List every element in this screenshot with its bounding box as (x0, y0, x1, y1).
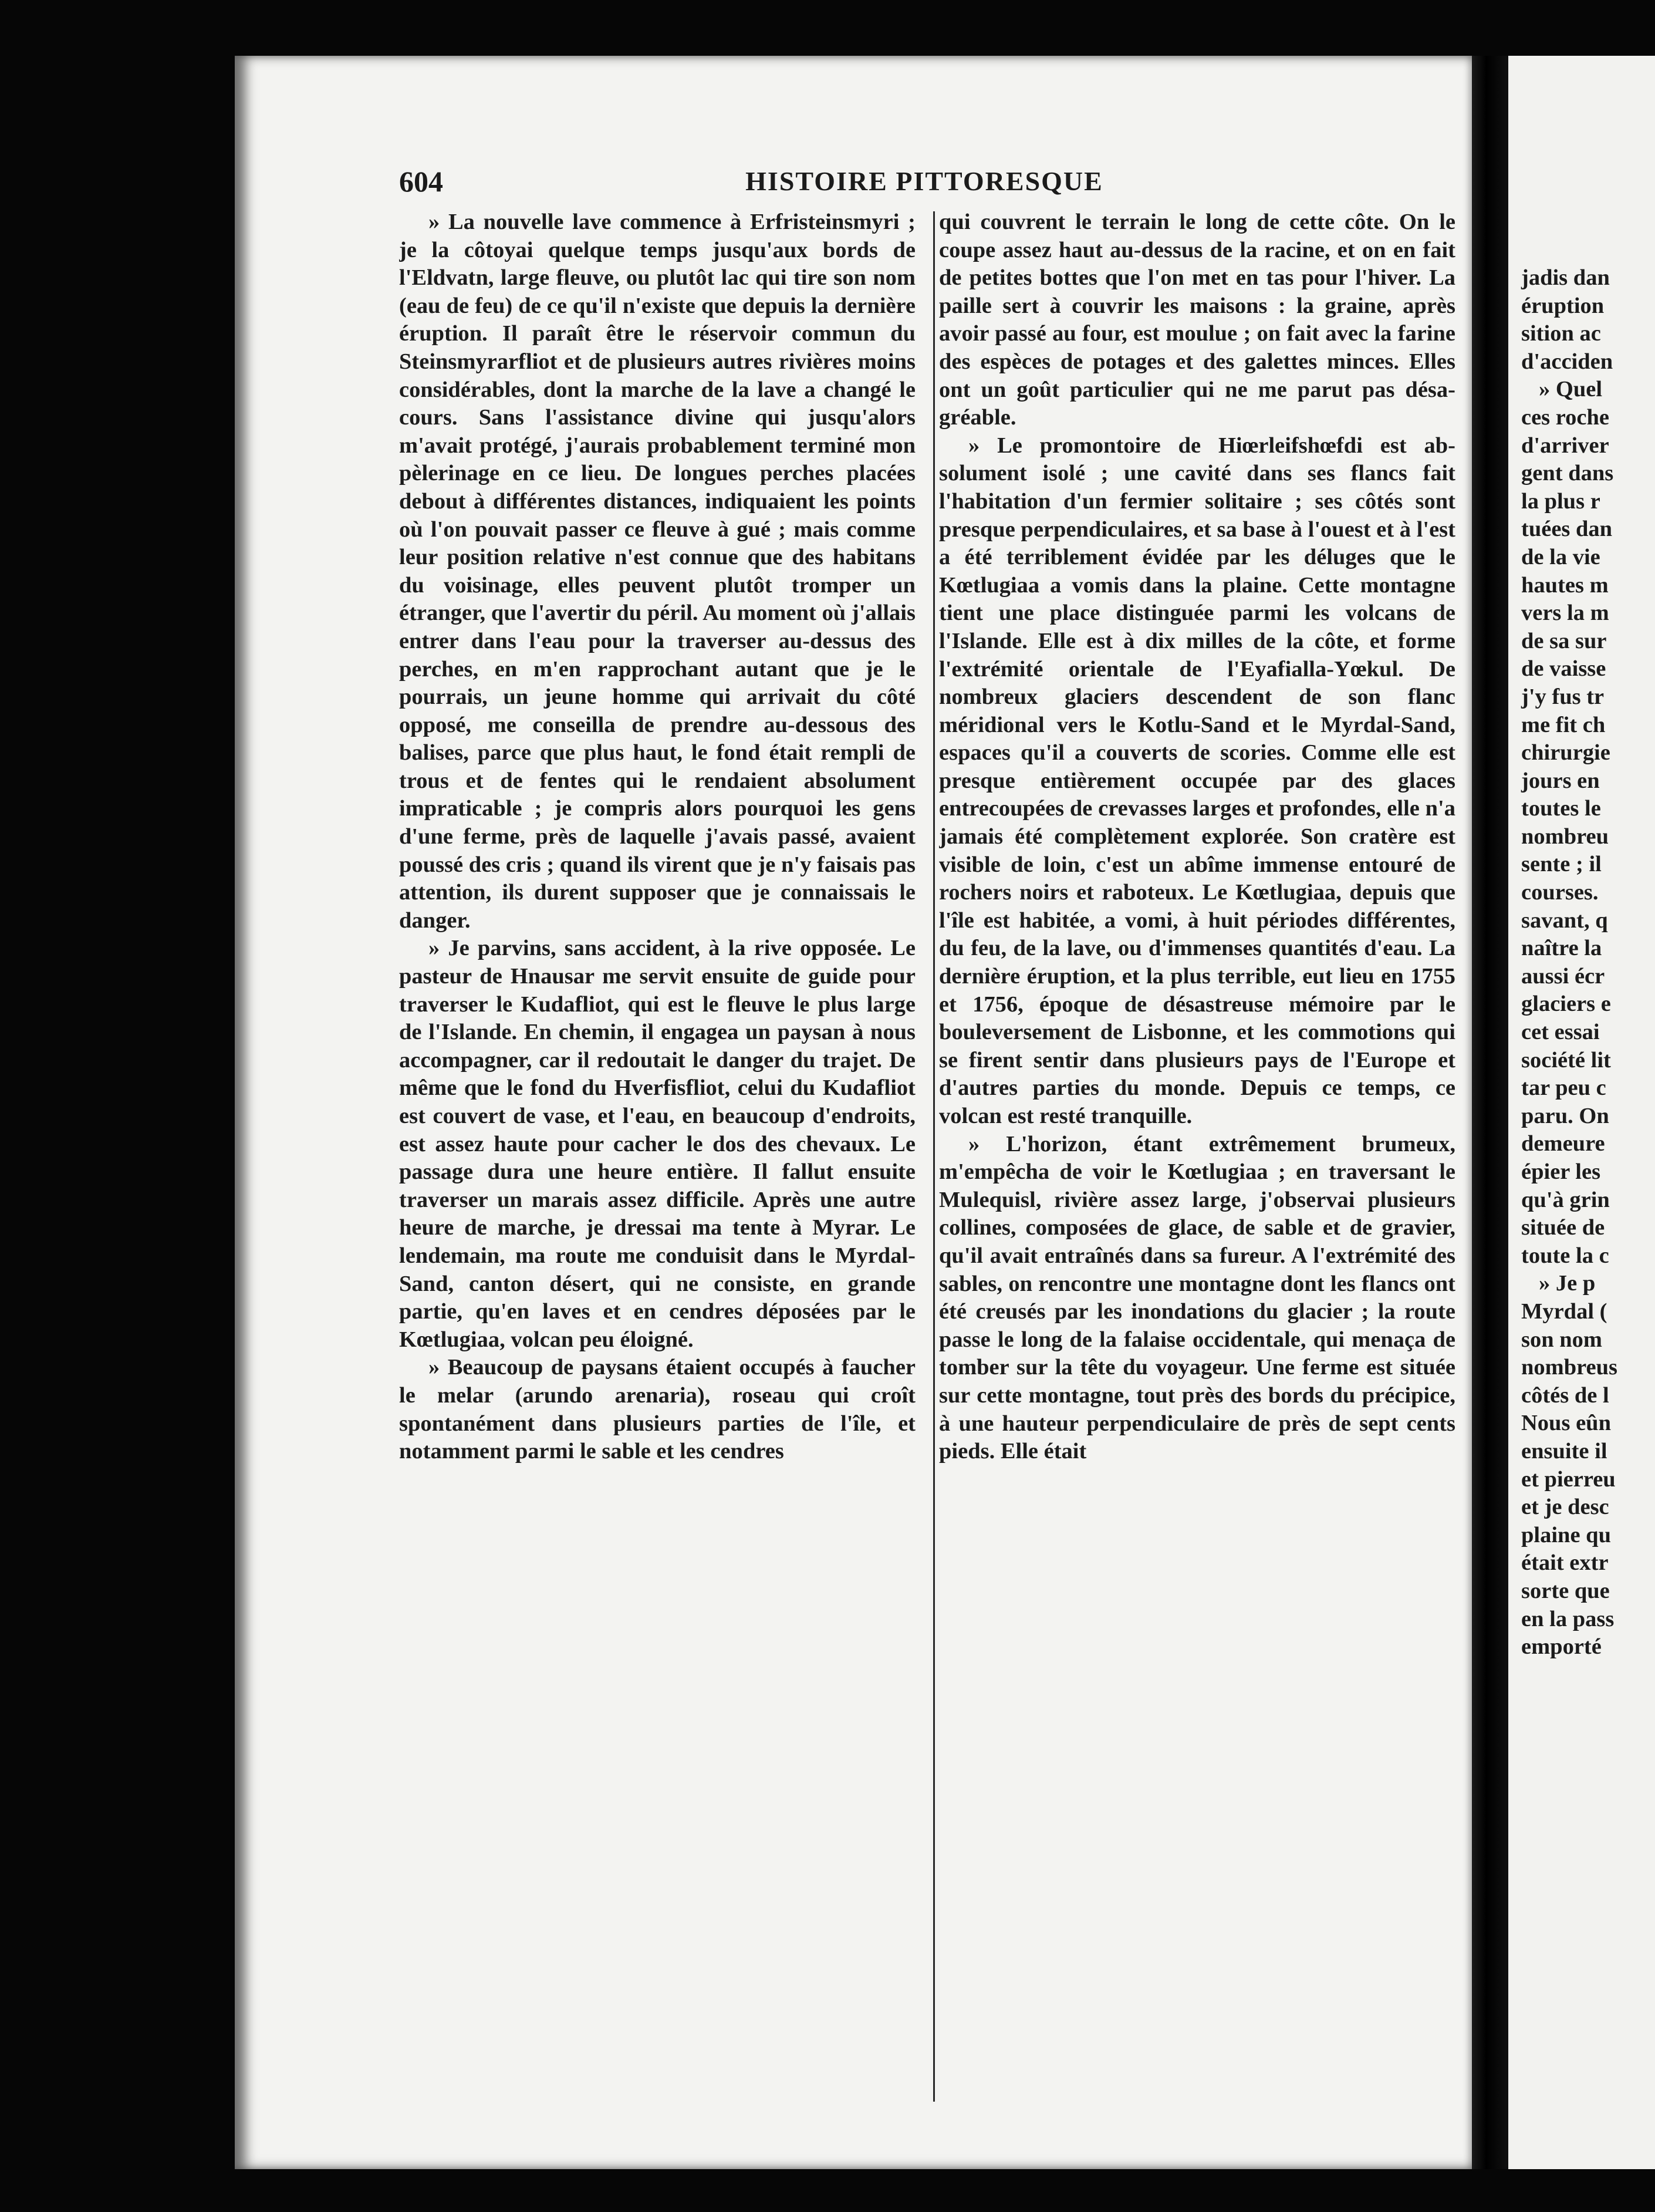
facing-page-line: plaine qu (1521, 1522, 1612, 1547)
facing-page-line: d'arriver (1521, 433, 1609, 458)
facing-page-line: sorte que (1521, 1578, 1610, 1603)
book-gutter (1472, 56, 1508, 2169)
facing-page-line: de sa sur (1521, 628, 1607, 653)
facing-page-line: aussi écr (1521, 963, 1605, 989)
facing-page-line: me fit ch (1521, 712, 1606, 737)
facing-page-line: sente ; il (1521, 852, 1602, 877)
facing-page-line: société lit (1521, 1047, 1611, 1073)
facing-page-line: la plus r (1521, 488, 1600, 514)
paragraph: » Le promontoire de Hiœrleifshœfdi est absolument isolé ; une cavité dans ses flancs fait l'habitation d'un fermier solitaire ; ses côtés sont presque perpendiculaires, et sa base à l'ouest et à l'est a été terriblement évidée par les déluges que le Kœtlugiaa a vomis dans la plaine. Cette montagne tient une place distinguée parmi les volcans de l'Islande. Elle est à dix milles de la côte, et forme l'extrémité orientale de l'Eyafialla-Yœkul. De nombreux glaciers descendent de son flanc méridional vers le Kotlu-Sand et le Myrdal-Sand, espaces qu'il a couverts de scories. Comme elle est presque entièrement occupée par des glaces entrecoupées de crevasses larges et profondes, elle n'a jamais été complètement explorée. Son cratère est visible de loin, c'est un abîme immense entouré de rochers noirs et raboteux. Le Kœtlugiaa, depuis que l'île est habitée, a vomi, à huit périodes différentes, du feu, de la lave, ou d'immenses quantités d'eau. La dernière éruption, et la plus terrible, eut lieu en 1755 et 1756, époque de désastreuse mémoire par le bouleversement de Lisbonne, et les commotions qui se firent sentir dans plusieurs pays de l'Europe et d'autres parties du monde. Depuis ce temps, ce volcan est resté tranquille. (939, 433, 1455, 1128)
facing-page-line: gent dans (1521, 461, 1614, 486)
paragraph: qui couvrent le terrain le long de cette côte. On le coupe assez haut au-dessus de la racine, et on en fait de petites bottes que l'on met en tas pour l'hiver. La paille sert à couvrir les maisons : la graine, après avoir passé au four, est moulue ; on fait avec la farine des espèces de potages et des galettes minces. Elles ont un goût particulier qui ne me parut pas désagréable. (939, 210, 1455, 430)
facing-page-line: d'acciden (1521, 349, 1613, 374)
page-number: 604 (399, 165, 443, 198)
facing-page-line: courses. (1521, 880, 1599, 905)
facing-page-line: nombreu (1521, 824, 1609, 849)
facing-page-line: savant, q (1521, 908, 1608, 933)
facing-page-line: éruption (1521, 293, 1605, 318)
facing-page-line: son nom (1521, 1327, 1603, 1352)
facing-page-line: située de (1521, 1215, 1605, 1240)
facing-page-line: toute la c (1521, 1243, 1609, 1268)
facing-page-line: Myrdal ( (1521, 1299, 1607, 1324)
facing-page-line: toutes le (1521, 796, 1601, 821)
column-rule (933, 211, 935, 2102)
facing-page-line: » Quel (1539, 377, 1603, 402)
facing-page-line: de vaisse (1521, 656, 1606, 682)
facing-page-line: et pierreu (1521, 1466, 1616, 1492)
facing-page-line: jadis dan (1521, 265, 1610, 290)
paragraph: » La nouvelle lave commence à Erfristeinsmyri ; je la côtoyai quelque temps jusqu'aux bords de l'Eldvatn, large fleuve, ou plutôt lac qui tire son nom (eau de feu) de ce qu'il n'existe que depuis la dernière éruption. Il paraît être le réservoir commun du Steinsmyrarfliot et de plusieurs autres rivières moins considérables, dont la marche de la lave a changé le cours. Sans l'assistance divine qui jusqu'alors m'avait protégé, j'aurais probablement terminé mon pèlerinage en ce lieu. De longues perches placées debout à différentes distances, indiquaient les points où l'on pouvait passer ce fleuve à gué ; mais comme leur position relative n'est connue que des habitans du voisinage, elles peuvent plutôt tromper un étranger, que l'avertir du péril. Au moment où j'allais entrer dans l'eau pour la traverser au-dessus des perches, en m'en rapprochant autant que je le pourrais, un jeune homme qui arrivait du côté opposé, me conseilla de prendre au-dessous des balises, parce que plus haut, le fond était rempli de trous et de fentes qui le rendaient absolument impraticable ; je compris alors pourquoi les gens d'une ferme, près de laquelle j'avais passé, avaient poussé des cris ; quand ils virent que je n'y faisais pas attention, ils durent supposer que je connaissais le danger. (399, 210, 916, 933)
facing-page-line: glaciers e (1521, 992, 1611, 1017)
facing-page-line: nombreus (1521, 1355, 1618, 1380)
facing-page-line: vers la m (1521, 601, 1609, 626)
facing-page-line: emporté (1521, 1634, 1602, 1660)
facing-page-line: demeure (1521, 1131, 1605, 1156)
facing-page-line: ensuite il (1521, 1438, 1607, 1464)
facing-page-line: jours en (1521, 768, 1600, 793)
facing-page-line: sition ac (1521, 321, 1601, 346)
right-column (939, 208, 1455, 2110)
facing-page-line: Nous eûn (1521, 1411, 1611, 1436)
facing-page-line: naître la (1521, 936, 1602, 961)
paragraph: » Beaucoup de paysans étaient occupés à faucher le melar (arundo arenaria), roseau qui croît spontanément dans plusieurs parties de l'île, et notamment parmi le sable et les cendres (399, 1355, 916, 1464)
paragraph: » L'horizon, étant extrêmement brumeux, m'empêcha de voir le Kœtlugiaa ; en traversant le Mulequisl, rivière assez large, j'observai plusieurs collines, composées de glace, de sable et de gravier, qu'il avait entraînés dans sa fureur. A l'extrémité des sables, on rencontre une montagne dont les flancs ont été creusés par les inondations du glacier ; la route passe le long de la falaise occidentale, qui menaça de tomber sur la tête du voyageur. Une ferme est située sur cette montagne, tout près des bords du précipice, à une hauteur perpendiculaire de près de sept cents pieds. Elle était (939, 1131, 1455, 1464)
facing-page-line: » Je p (1539, 1271, 1596, 1296)
facing-page-edge (1508, 56, 1655, 2169)
running-header (399, 164, 1450, 205)
facing-page-line: tar peu c (1521, 1075, 1606, 1101)
facing-page-line: paru. On (1521, 1103, 1609, 1128)
facing-page-line: j'y fus tr (1521, 684, 1605, 709)
facing-page-line: était extr (1521, 1550, 1609, 1576)
facing-page-line: épier les (1521, 1159, 1601, 1184)
running-title: HISTOIRE PITTORESQUE (745, 166, 1103, 196)
facing-page-line: hautes m (1521, 572, 1609, 598)
facing-page-line: en la pass (1521, 1606, 1615, 1631)
facing-page-line: de la vie (1521, 544, 1600, 569)
facing-page-line: tuées dan (1521, 517, 1613, 542)
facing-page-line: chirurgie (1521, 740, 1610, 766)
facing-page-line: et je desc (1521, 1495, 1609, 1520)
paragraph: » Je parvins, sans accident, à la rive opposée. Le pasteur de Hnausar me servit ensuite de guide pour traverser le Kudafliot, qui est le fleuve le plus large de l'Islande. En chemin, il engagea un paysan à nous accompagner, car il redoutait le danger du trajet. De même que le fond du Hverfisfliot, celui du Kudafliot est couvert de vase, et l'eau, en beaucoup d'endroits, est assez haute pour cacher le dos des chevaux. Le passage dura une heure entière. Il fallut ensuite traverser un marais assez difficile. Après une autre heure de marche, je dressai ma tente à Myrar. Le lendemain, ma route me conduisit dans le Myrdal-Sand, canton désert, qui ne consiste, en grande partie, qu'en laves et en cendres déposées par le Kœtlugiaa, volcan peu éloigné. (399, 936, 916, 1352)
facing-page-line: ces roche (1521, 404, 1610, 430)
facing-page-line: cet essai (1521, 1020, 1600, 1045)
left-column (399, 208, 916, 2110)
facing-page-line: côtés de l (1521, 1382, 1609, 1408)
facing-page-text (1521, 264, 1650, 1661)
facing-page-line: qu'à grin (1521, 1187, 1610, 1212)
